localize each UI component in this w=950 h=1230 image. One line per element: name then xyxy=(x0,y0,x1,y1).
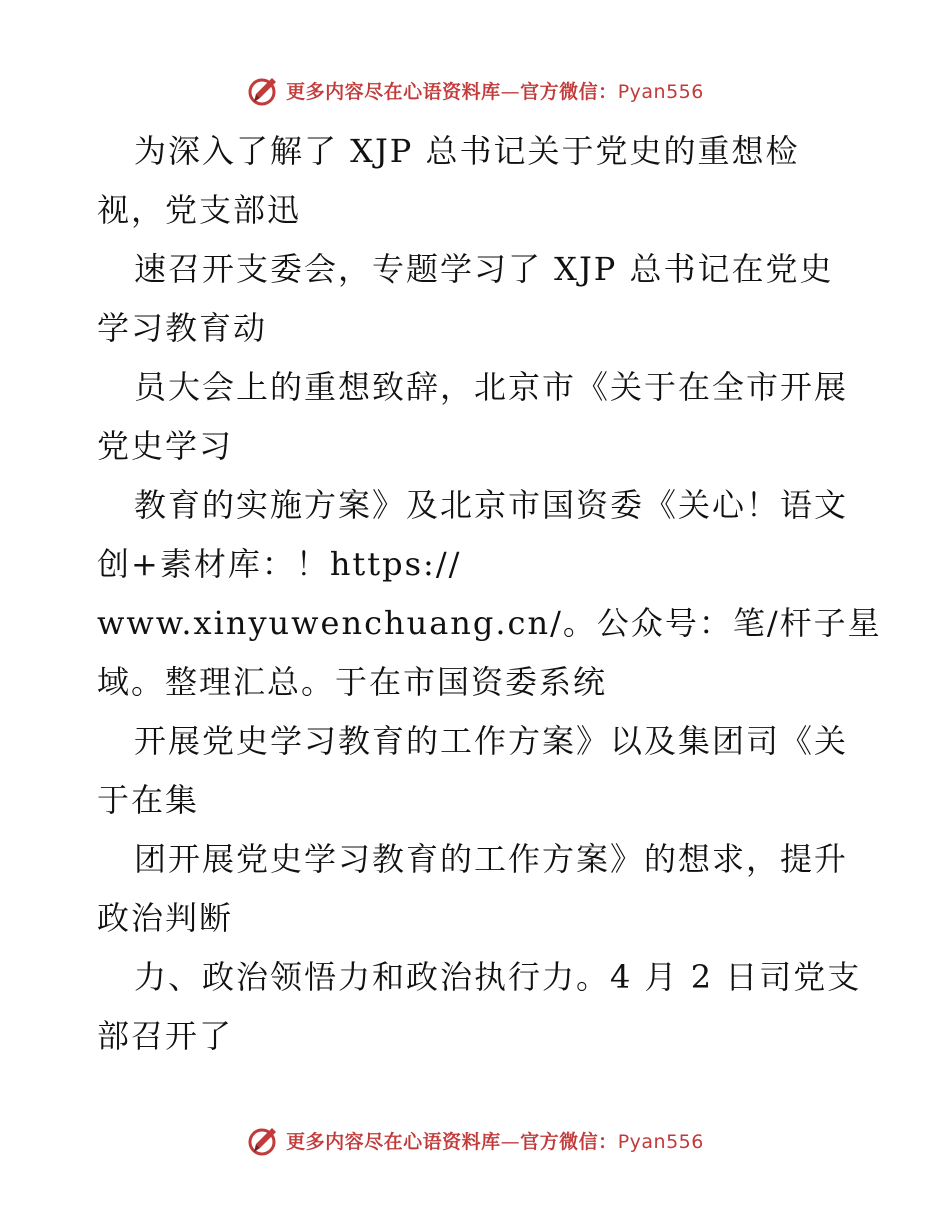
header-banner-separator: — xyxy=(500,80,521,103)
footer-banner xyxy=(0,1120,950,1160)
body-line: 为深入了解了 XJP 总书记关于党史的重想检 xyxy=(134,132,800,170)
body-line: 政治判断 xyxy=(97,899,234,937)
body-line: 教育的实施方案》及北京市国资委《关心！语文 xyxy=(134,486,849,524)
pen-logo-icon xyxy=(246,1122,282,1158)
body-line: 力、政治领悟力和政治执行力。4 月 2 日司党支 xyxy=(134,958,862,996)
footer-banner-id: Pyan556 xyxy=(617,1130,704,1153)
body-line: 学习教育动 xyxy=(97,309,268,347)
header-banner-official: 官方微信： xyxy=(520,80,618,103)
body-line: 创+素材库：！https:// xyxy=(97,545,462,583)
footer-banner-official: 官方微信： xyxy=(520,1130,618,1153)
header-banner-text xyxy=(286,77,704,104)
footer-banner-main: 更多内容尽在心语资料库 xyxy=(286,1130,501,1153)
footer-banner-text xyxy=(286,1127,704,1154)
body-line: 于在集 xyxy=(97,781,200,819)
document-body xyxy=(97,122,897,1066)
header-banner-main: 更多内容尽在心语资料库 xyxy=(286,80,501,103)
body-line: 员大会上的重想致辞，北京市《关于在全市开展 xyxy=(134,368,849,406)
body-line: www.xinyuwenchuang.cn/。公众号：笔/杆子星 xyxy=(97,604,882,642)
footer-banner-separator: — xyxy=(500,1130,521,1153)
pen-logo-icon xyxy=(246,72,282,108)
body-line: 速召开支委会，专题学习了 XJP 总书记在党史 xyxy=(134,250,834,288)
header-banner xyxy=(0,70,950,110)
body-line: 域。整理汇总。于在市国资委系统 xyxy=(97,663,608,701)
body-line: 党史学习 xyxy=(97,427,234,465)
body-line: 团开展党史学习教育的工作方案》的想求，提升 xyxy=(134,840,849,878)
body-line: 视，党支部迅 xyxy=(97,191,302,229)
header-banner-id: Pyan556 xyxy=(617,80,704,103)
body-line: 开展党史学习教育的工作方案》以及集团司《关 xyxy=(134,722,849,760)
body-line: 部召开了 xyxy=(97,1017,234,1055)
